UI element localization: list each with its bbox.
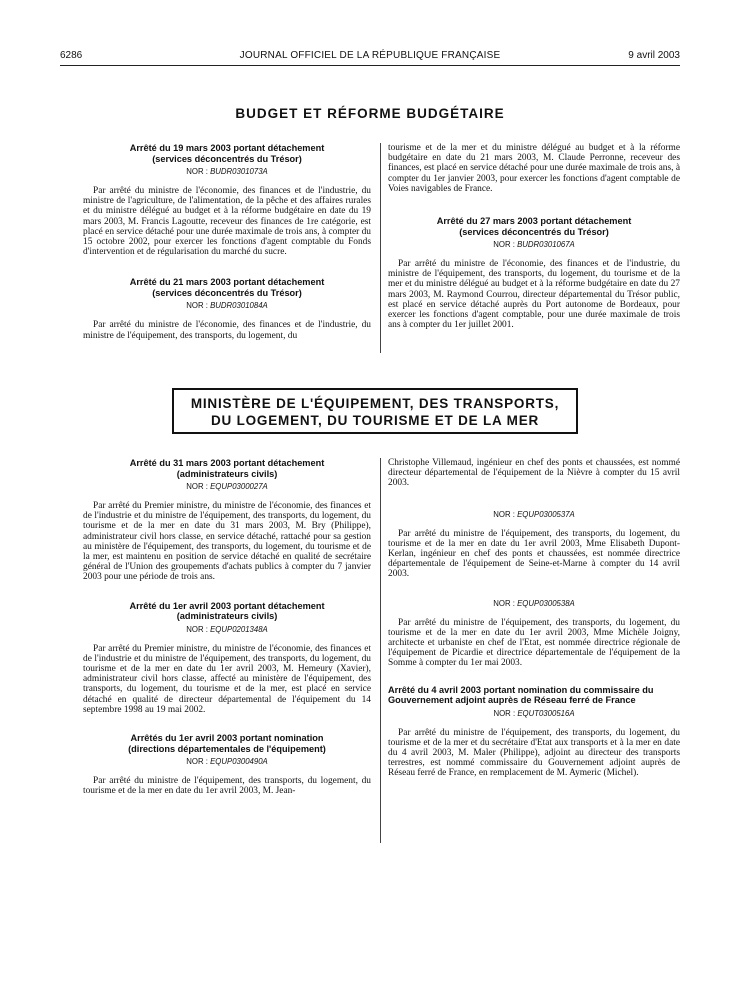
decree-body: Par arrêté du ministre de l'équipement, des transports, du logement, du tourisme et de la mer en date du 1er avril 2003, Mme Michèle Joigny, architecte et urbaniste en chef de l'Etat, est nommée directrice régionale de l'équipement de Picardie et directrice départementale de l'équipement de la Somme à compter du 1er mai 2003. [388,617,680,669]
ministry-heading-line2: DU LOGEMENT, DU TOURISME ET DE LA MER [210,413,540,428]
decree-block [388,685,680,779]
nor-reference: NOR : BUDR0301084A [186,301,268,311]
decree-title: Arrêtés du 1er avril 2003 portant nomination (directions départementales de l'équipement) [128,733,326,754]
nor-reference: NOR : BUDR0301067A [493,240,575,250]
decree-title: Arrêté du 19 mars 2003 portant détachement (services déconcentrés du Trésor) [129,143,325,164]
decree-block [83,733,371,796]
decree-title: Arrêté du 21 mars 2003 portant détachement (services déconcentrés du Trésor) [129,277,325,298]
decree-body: Par arrêté du Premier ministre, du ministre de l'économie, des finances et de l'industrie et du ministre de l'équipement, des transports, du logement, du tourisme et de la mer en date du 31 mars 2003, M. Bry (Philippe), administrateur civil hors classe, en service détaché, rattaché pour sa gestion au ministère de l'équipement, des transports, du logement, du tourisme et de la mer, est maintenu en position de service détaché en qualité de secrétaire général de l'Union des groupements d'achats publics à compter du 7 janvier 2003 pour une période de trois ans. [83,501,371,583]
decree-body: Par arrêté du ministre de l'économie, des finances et de l'industrie, du ministre de l'agriculture, de l'alimentation, de la pêche et des affaires rurales et du ministre délégué au budget et à la réforme budgétaire en date du 19 mars 2003, M. Francis Lagoutte, receveur des finances de 1re catégorie, est placé en service détaché pour une durée maximale de trois ans, à compter du 15 octobre 2002, pour exercer les fonctions d'agent comptable du Fonds d'intervention et de régularisation du marché du sucre. [83,186,371,258]
nor-reference: NOR : EQUP0201348A [186,624,268,634]
nor-reference: NOR : EQUT0300516A [493,708,575,718]
decree-block [83,277,371,340]
decree-body-continued: tourisme et de la mer et du ministre délégué au budget et à la réforme budgétaire en date du 21 mars 2003, M. Claude Perronne, receveur des finances, est placé en service détaché pour une durée maximale de trois ans, à compter du 1er janvier 2003, pour exercer les fonctions d'agent comptable de Voies navigables de France. [388,143,680,194]
decree-block [388,598,680,669]
issue-date: 9 avril 2003 [628,50,680,61]
nor-reference: NOR : BUDR0301073A [186,167,268,176]
nor-reference: NOR : EQUP0300027A [186,482,268,491]
decree-block [83,458,371,583]
page-number: 6286 [60,50,83,61]
decree-title: Arrêté du 27 mars 2003 portant détachement (services déconcentrés du Trésor) [436,216,632,237]
decree-body: Par arrêté du Premier ministre, du ministre de l'économie, des finances et de l'industrie et du ministre de l'équipement, des transports, du logement, du tourisme et de la mer en date du 1er avril 2003, M. Hemeury (Xavier), administrateur civil hors classe, affecté au ministère de l'équipement, des transports, du logement, du tourisme et de la mer, est placé en service détaché en qualité de directeur départemental de l'équipement du 14 septembre 1998 au 19 mai 2002. [83,643,371,715]
section1-right-column [388,143,680,342]
decree-body: Par arrêté du ministre de l'économie, des finances et de l'industrie, du ministre de l'équipement, des transports, du logement, du [83,320,371,341]
nor-reference: NOR : EQUP0300537A [493,509,575,519]
ministry-heading-box [172,388,578,434]
decree-title: Arrêté du 4 avril 2003 portant nomination du commissaire du Gouvernement adjoint auprès de Réseau ferré de France [388,684,654,706]
decree-block [83,601,371,715]
section1-left-column [83,143,371,353]
nor-reference: NOR : EQUP0300490A [186,757,268,767]
decree-body: Par arrêté du ministre de l'équipement, des transports, du logement, du tourisme et de la mer et du secrétaire d'Etat aux transports et à la mer en date du 4 avril 2003, M. Maler (Philippe), adjoint au directeur des transports terrestres, est nommé commissaire du Gouvernement adjoint auprès de Réseau ferré de France, en remplacement de M. Aymeric (Michel). [388,727,680,779]
ministry-heading-line1: MINISTÈRE DE L'ÉQUIPEMENT, DES TRANSPORTS, [190,396,560,411]
section2-right-column [388,458,680,791]
decree-body: Par arrêté du ministre de l'équipement, des transports, du logement, du tourisme et de la mer en date du 1er avril 2003, M. Jean- [83,776,371,797]
decree-body: Par arrêté du ministre de l'équipement, des transports, du logement, du tourisme et de la mer en date du 1er avril 2003, Mme Elisabeth Dupont-Kerlan, ingénieur en chef des ponts et chaussées, est nommée directrice départementale de l'équipement de Seine-et-Marne à compter du 14 avril 2003. [388,528,680,580]
column-divider [380,143,381,353]
header-rule [60,65,680,66]
journal-title: JOURNAL OFFICIEL DE LA RÉPUBLIQUE FRANÇAISE [239,50,501,61]
decree-body: Par arrêté du ministre de l'économie, des finances et de l'industrie, du ministre de l'équipement, des transports, du logement, du tourisme et de la mer et du ministre délégué au budget et à la réforme budgétaire en date du 27 mars 2003, M. Raymond Courrou, directeur départemental du Trésor public, est placé en service détaché auprès du Port autonome de Bordeaux, pour exercer les fonctions d'agent comptable, pour une durée maximale de trois ans à compter du 1er juillet 2001. [388,259,680,331]
column-divider [380,458,381,843]
decree-block [388,509,680,580]
decree-title: Arrêté du 31 mars 2003 portant détachement (administrateurs civils) [129,458,325,479]
decree-block [83,143,371,257]
section2-left-column [83,458,371,808]
page-header [60,50,680,66]
decree-title: Arrêté du 1er avril 2003 portant détachement (administrateurs civils) [129,600,325,622]
decree-block [388,216,680,330]
decree-body-continued: Christophe Villemaud, ingénieur en chef des ponts et chaussées, est nommé directeur départemental de l'équipement de la Nièvre à compter du 15 avril 2003. [388,458,680,489]
nor-reference: NOR : EQUP0300538A [493,598,575,608]
section-heading-budget: BUDGET ET RÉFORME BUDGÉTAIRE [235,106,505,121]
